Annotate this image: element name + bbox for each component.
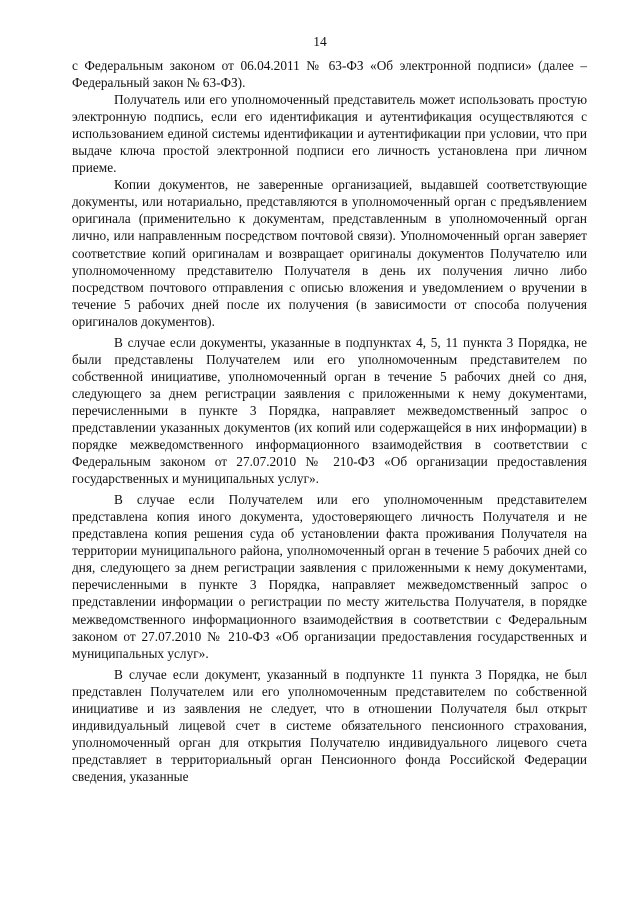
paragraph-electronic-signature-law: с Федеральным законом от 06.04.2011 № 63-ФЗ «Об электронной подписи» (далее – Федеральный закон № 63-ФЗ). <box>72 58 587 91</box>
paragraph-document-copies: Копии документов, не заверенные организацией, выдавшей соответствующие документы, или нотариально, представляются в уполномоченный орган с предъявлением оригинала (применительно к документам, представленным в уполномоченный орган лично, или направленным посредством почтовой связи). Уполномоченный орган заверяет соответствие копий оригиналам и возвращает оригиналы документов Получателю или уполномоченному представителю Получателя в день их получения лично либо посредством почтового отправления с описью вложения и уведомлением о вручении в течение 5 рабочих дней после их получения (в зависимости от способа получения оригиналов документов). <box>72 177 587 329</box>
page-number: 14 <box>313 34 327 49</box>
paragraph-simple-electronic-signature: Получатель или его уполномоченный представитель может использовать простую электронную подпись, если его идентификация и аутентификация осуществляются с использованием единой системы идентификации и аутентификации при условии, что при выдаче ключа простой электронной подписи его личность установлена при личном приеме. <box>72 92 587 176</box>
paragraph-interagency-request-registration: В случае если Получателем или его уполномоченным представителем представлена копия иного документа, удостоверяющего личность Получателя и не представлена копия решения суда об установлении факта проживания Получателя на территории муниципального района, уполномоченный орган в течение 5 рабочих дней со дня, следующего за днем регистрации заявления с приложенными к нему документами, перечисленными в пункте 3 Порядка, направляет межведомственный запрос о представлении информации о регистрации по месту жительства Получателя, в порядке межведомственного информационного взаимодействия в соответствии с Федеральным законом от 27.07.2010 № 210-ФЗ «Об организации предоставления государственных и муниципальных услуг». <box>72 492 587 661</box>
document-body <box>72 57 587 785</box>
paragraph-interagency-request-documents: В случае если документы, указанные в подпунктах 4, 5, 11 пункта 3 Порядка, не были представлены Получателем или его уполномоченным представителем по собственной инициативе, уполномоченный орган в течение 5 рабочих дней со дня, следующего за днем регистрации заявления с приложенными к нему документами, перечисленными в пункте 3 Порядка, направляет межведомственный запрос о представлении указанных документов (их копий или содержащейся в них информации) в порядке межведомственного информационного взаимодействия в соответствии с Федеральным законом от 27.07.2010 № 210-ФЗ «Об организации предоставления государственных и муниципальных услуг». <box>72 334 587 487</box>
paragraph-pension-account: В случае если документ, указанный в подпункте 11 пункта 3 Порядка, не был представлен Получателем или его уполномоченным представителем по собственной инициативе и из заявления не следует, что в отношении Получателя был открыт индивидуальный лицевой счет в системе обязательного пенсионного страхования, уполномоченный орган для открытия Получателю индивидуального лицевого счета представляет в территориальный орган Пенсионного фонда Российской Федерации сведения, указанные <box>72 666 587 784</box>
